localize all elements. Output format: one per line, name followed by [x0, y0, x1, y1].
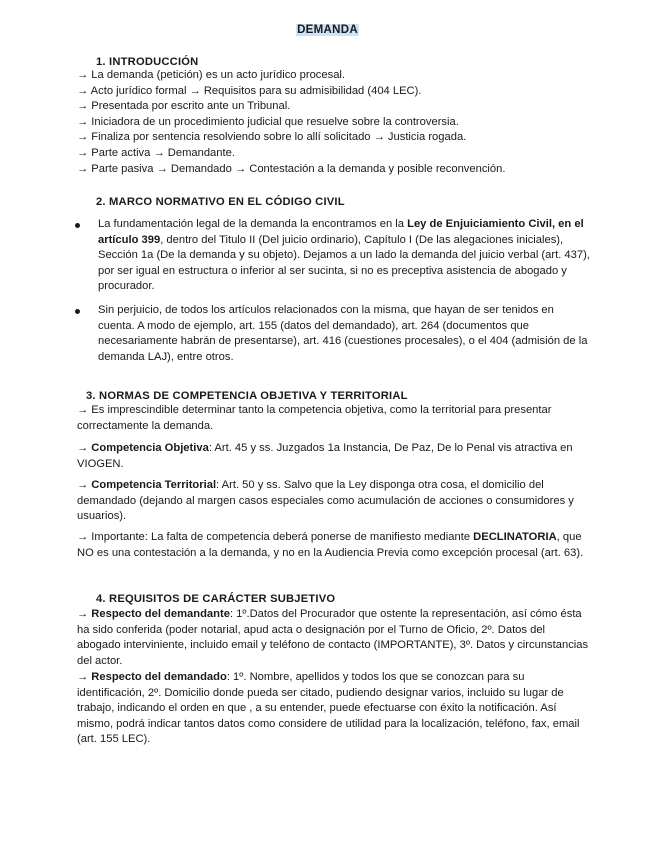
section-4-heading: 4. REQUISITOS DE CARÁCTER SUBJETIVO	[96, 593, 336, 605]
section-1-list	[77, 68, 589, 177]
document-title: DEMANDA	[297, 24, 358, 36]
intro-line-3: → Presentada por escrito ante un Tribunal.	[77, 100, 291, 113]
competence-objective: → Competencia Objetiva: Art. 45 y ss. Juzgados 1a Instancia, De Paz, De lo Penal vis atractiva en VIOGEN.	[77, 442, 573, 470]
bullet-icon	[75, 309, 80, 314]
intro-line-1: → La demanda (petición) es un acto jurídico procesal.	[77, 69, 346, 81]
intro-line-7: → Parte pasiva → Demandado → Contestación a la demanda y posible reconvención.	[77, 162, 506, 175]
section-1-heading: 1. INTRODUCCIÓN	[96, 56, 199, 68]
bullet-text-2: Sin perjuicio, de todos los artículos relacionados con la misma, que hayan de ser tenidos en cuenta. A modo de ejemplo, art. 155 (datos del demandado), art. 264 (documentos que necesariamente habrán de presentarse), art. 416 (cuestiones procesales), o el 404 (admisión de la demanda LAJ), entre otros.	[98, 304, 588, 363]
bullet-text-1: La fundamentación legal de la demanda la encontramos en la Ley de Enjuiciamiento Civil, en el artículo 399, dentro del Titulo II (Del juicio ordinario), Capítulo I (De las alegaciones iniciales), Sección 1a (De la demanda y su objeto). Dejamos a un lado la demanda del juicio verbal (art. 437), por ser igual en estructura o inferior al ser sucinta, si no es preceptiva asistencia de abogado y procurador.	[98, 218, 590, 293]
competence-important: → Importante: La falta de competencia deberá ponerse de manifiesto mediante DECLINATORIA, que NO es una contestación a la demanda, y no en la Audiencia Previa como excepción procesal (art. 63).	[77, 531, 584, 559]
intro-line-6: → Parte activa → Demandante.	[77, 146, 235, 159]
bullet-icon	[75, 223, 80, 228]
intro-line-5: → Finaliza por sentencia resolviendo sobre lo allí solicitado → Justicia rogada.	[77, 131, 467, 144]
defendant-requirements: → Respecto del demandado: 1º. Nombre, apellidos y todos los que se conozcan para su identificación, 2º. Domicilio donde pueda ser citado, pudiendo designar varios, incluido su lugar de trabajo, indicando el orden en que , a su entender, puede efectuarse con éxito la notificación. Así mismo, podrá indicar tantos datos como considere de utilidad para la localización, teléfono, fax, email (art. 155 LEC).	[77, 671, 580, 746]
competence-intro: → Es imprescindible determinar tanto la competencia objetiva, como la territorial para presentar correctamente la demanda.	[77, 404, 552, 432]
intro-line-4: → Iniciadora de un procedimiento judicial que resuelve sobre la controversia.	[77, 115, 459, 128]
section-2-heading: 2. MARCO NORMATIVO EN EL CÓDIGO CIVIL	[96, 196, 345, 208]
competence-territorial: → Competencia Territorial: Art. 50 y ss. Salvo que la Ley disponga otra cosa, el domicilio del demandado (dejando al margen casos especiales como acumulación de acciones o consumidores y usuarios).	[77, 479, 574, 523]
plaintiff-requirements: → Respecto del demandante: 1º.Datos del Procurador que ostente la representación, así cómo ésta ha sido conferida (poder notarial, apud acta o designación por el Turno de Oficio, 2º. Datos del abogado interviniente, incluido email y teléfono de contacto (IMPORTANTE), 3º. Datos y circunstancias del actor.	[77, 608, 589, 667]
section-3-heading: 3. NORMAS DE COMPETENCIA OBJETIVA Y TERRITORIAL	[86, 390, 408, 402]
intro-line-2: → Acto jurídico formal → Requisitos para su admisibilidad (404 LEC).	[77, 84, 422, 97]
